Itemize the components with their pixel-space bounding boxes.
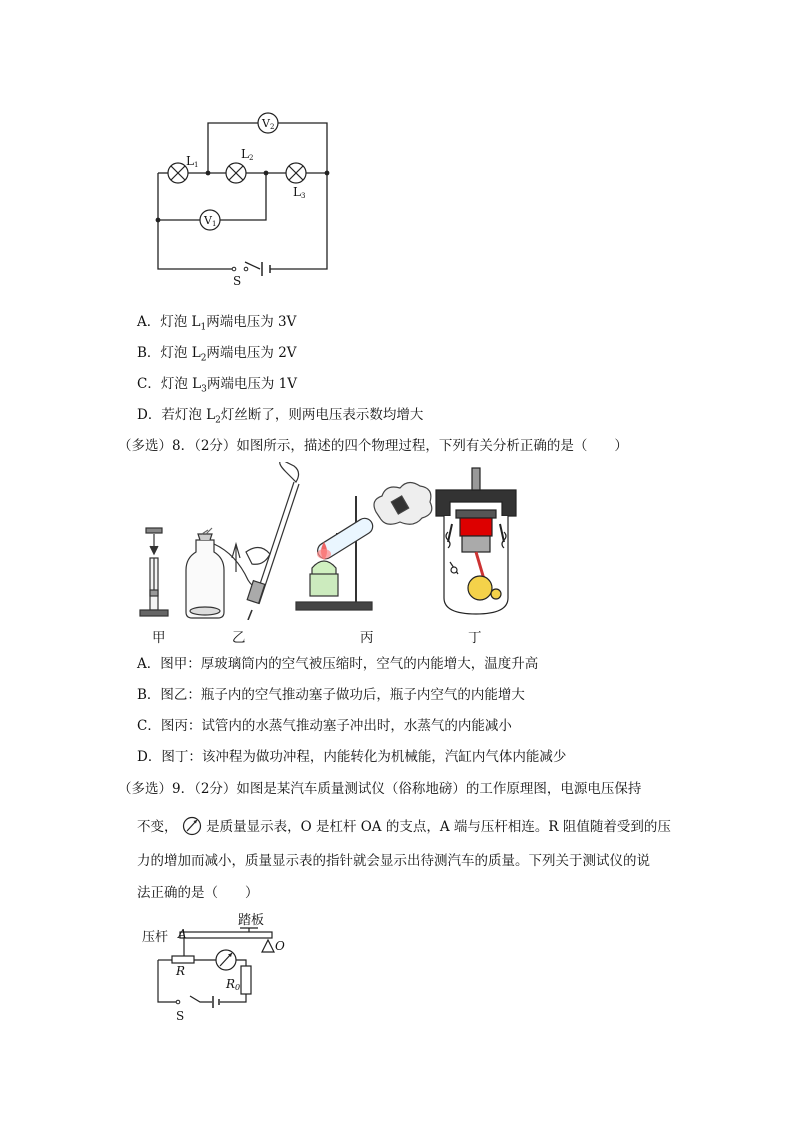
- figure-label-yi: 乙: [232, 630, 246, 646]
- r0-label: R: [226, 977, 236, 991]
- meter-icon: [182, 816, 202, 836]
- q7-option-a: A．灯泡 $L_1$两端电压为 3V: [137, 314, 297, 333]
- svg-text:R0: R0: [226, 977, 241, 992]
- weighbridge-circuit-diagram: [136, 912, 296, 1024]
- thermodynamics-figures: [136, 462, 536, 620]
- q9-stem-line3: 力的增加而减小，质量显示表的指针就会显示出待测汽车的质量。下列关于测试仪的说: [137, 853, 650, 869]
- switch-label: S: [233, 274, 242, 288]
- q9-stem-line4: 法正确的是（ ）: [137, 885, 259, 901]
- figure-label-bing: 丙: [360, 630, 374, 646]
- q8-option-c: C．图丙：试管内的水蒸气推动塞子冲出时，水蒸气的内能减小: [137, 718, 512, 734]
- engine-cylinder: [436, 468, 516, 614]
- hand-pump: [246, 462, 299, 620]
- lamp-l1: [168, 163, 188, 183]
- q7-option-b: B．灯泡 $L_2$两端电压为 2V: [137, 345, 297, 364]
- press-rod-label: 压杆: [142, 930, 169, 945]
- svg-text:L1: L1: [186, 154, 199, 169]
- switch-s-label: S: [176, 1009, 185, 1023]
- bottle-with-pump: [186, 528, 262, 618]
- lamp-l3: [286, 163, 306, 183]
- l2-label: L: [241, 147, 249, 161]
- pedal-label: 踏板: [238, 913, 265, 928]
- v2-label: V: [262, 117, 270, 130]
- svg-text:V1: V1: [204, 214, 217, 228]
- series-circuit-diagram: [140, 110, 350, 290]
- svg-text:V2: V2: [262, 117, 275, 131]
- figure-label-ding: 丁: [468, 630, 482, 646]
- mass-display-meter: [216, 950, 236, 970]
- q8-option-a: A．图甲：厚玻璃筒内的空气被压缩时，空气的内能增大，温度升高: [137, 656, 539, 672]
- lamp-l2: [226, 163, 246, 183]
- q8-stem: （多选）8．（2分）如图所示，描述的四个物理过程，下列有关分析正确的是（ ）: [118, 438, 628, 454]
- l1-label: L: [186, 154, 194, 168]
- l3-label: L: [293, 185, 301, 199]
- r-label: R: [176, 964, 186, 978]
- q8-option-b: B．图乙：瓶子内的空气推动塞子做功后，瓶子内空气的内能增大: [137, 687, 525, 703]
- v1-label: V: [204, 214, 212, 227]
- q8-option-d: D．图丁：该冲程为做功冲程，内能转化为机械能，汽缸内气体内能减少: [137, 749, 567, 765]
- q9-stem-line1: （多选）9．（2分）如图是某汽车质量测试仪（俗称地磅）的工作原理图，电源电压保持: [118, 781, 642, 797]
- q7-option-d: D．若灯泡 $L_2$灯丝断了，则两电压表示数均增大: [137, 407, 424, 426]
- svg-text:L3: L3: [293, 185, 306, 200]
- svg-text:L2: L2: [241, 147, 254, 162]
- q9-stem-line2: 不变， 是质量显示表，O 是杠杆 OA 的支点，A 端与压杆相连。R 阻值随着受到的压: [137, 816, 671, 836]
- steam-cloud: [374, 482, 432, 524]
- compression-cylinder: [140, 528, 168, 616]
- test-tube-stand: [296, 496, 376, 610]
- q7-option-c: C．灯泡 $L_3$两端电压为 1V: [137, 376, 297, 395]
- a-label: A: [178, 927, 187, 941]
- figure-label-jia: 甲: [152, 630, 166, 646]
- o-label: O: [275, 939, 285, 953]
